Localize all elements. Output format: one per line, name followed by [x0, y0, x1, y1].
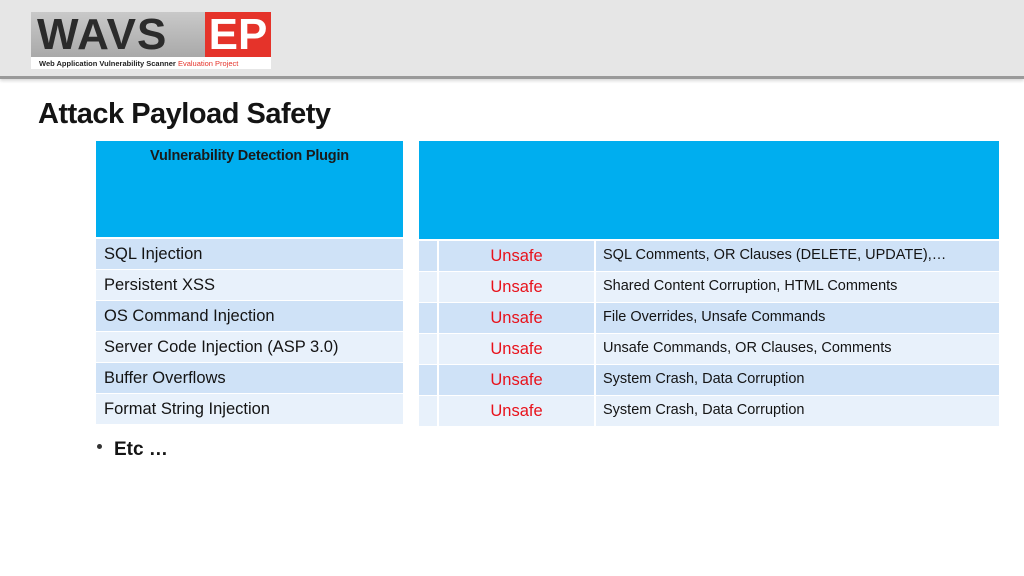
plugin-name: SQL Injection [104, 245, 203, 263]
table-row [419, 365, 999, 396]
spacer-cell [419, 396, 439, 426]
spacer-cell [419, 334, 439, 364]
page-title: Attack Payload Safety [38, 98, 331, 130]
spacer-cell [419, 272, 439, 302]
bullet-item [97, 439, 168, 461]
safety-column-header [419, 141, 999, 241]
table-row [96, 301, 403, 332]
spacer-cell [419, 365, 439, 395]
status-cell: Unsafe [439, 365, 596, 395]
plugin-name: Buffer Overflows [104, 369, 226, 387]
plugin-name: OS Command Injection [104, 307, 275, 325]
status-cell: Unsafe [439, 241, 596, 271]
table-row [419, 334, 999, 365]
table-row [419, 303, 999, 334]
status-cell: Unsafe [439, 303, 596, 333]
table-row [419, 272, 999, 303]
table-row [96, 394, 403, 425]
bullet-dot-icon [97, 444, 102, 449]
table-row [419, 396, 999, 427]
spacer-cell [419, 241, 439, 271]
details-cell: System Crash, Data Corruption [603, 402, 805, 418]
safety-table [419, 141, 999, 427]
details-cell: SQL Comments, OR Clauses (DELETE, UPDATE),… [603, 247, 947, 263]
table-row [419, 241, 999, 272]
table-row [96, 270, 403, 301]
status-cell: Unsafe [439, 272, 596, 302]
plugin-column-header: Vulnerability Detection Plugin [96, 141, 403, 239]
table-row [96, 363, 403, 394]
plugin-name: Format String Injection [104, 400, 270, 418]
table-row [96, 332, 403, 363]
plugin-table [96, 141, 403, 425]
status-cell: Unsafe [439, 396, 596, 426]
logo-wordmark-left: WAVS [31, 12, 205, 57]
plugin-name: Server Code Injection (ASP 3.0) [104, 338, 339, 356]
status-cell: Unsafe [439, 334, 596, 364]
details-cell: Unsafe Commands, OR Clauses, Comments [603, 340, 892, 356]
logo-subtitle-main: Web Application Vulnerability Scanner [39, 59, 176, 68]
table-row [96, 239, 403, 270]
logo-subtitle [39, 59, 279, 68]
details-cell: Shared Content Corruption, HTML Comments [603, 278, 898, 294]
spacer-cell [419, 303, 439, 333]
wavsep-logo [31, 12, 271, 69]
details-cell: File Overrides, Unsafe Commands [603, 309, 826, 325]
details-cell: System Crash, Data Corruption [603, 371, 805, 387]
plugin-name: Persistent XSS [104, 276, 215, 294]
logo-wordmark-right: EP [205, 12, 271, 57]
bullet-text: Etc … [114, 439, 168, 460]
logo-subtitle-accent: Evaluation Project [177, 59, 239, 68]
header-band [0, 0, 1024, 79]
